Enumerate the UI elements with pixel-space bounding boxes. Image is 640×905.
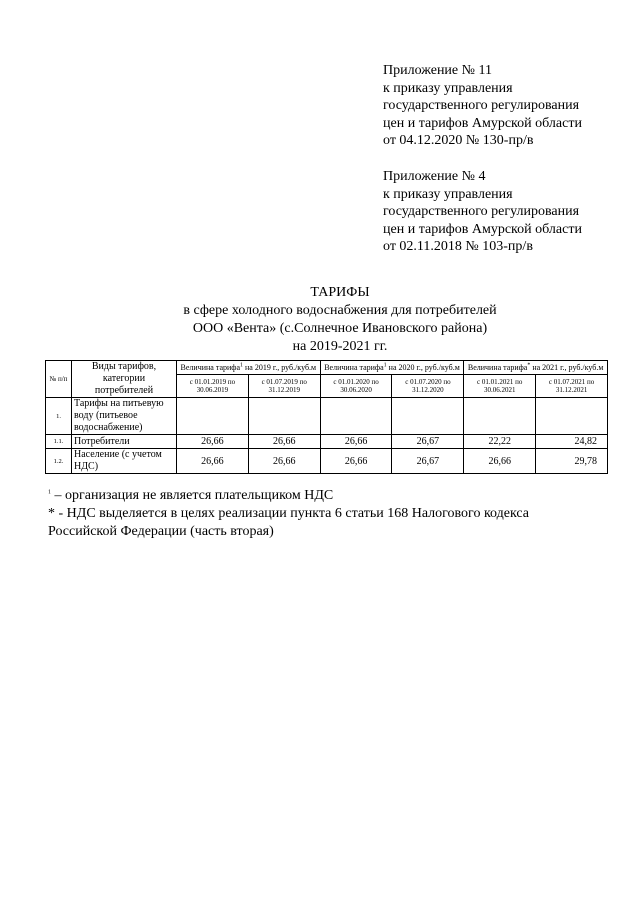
appendix-4-block [383,168,582,256]
title-line: в сфере холодного водоснабжения для потребителей [183,303,497,318]
period-cell: с 01.01.2020 по 30.06.2020 [320,375,392,398]
appendix-11-line: Приложение № 11 [383,63,492,78]
appendix-4-line: к приказу управления [383,186,513,202]
table-row [46,398,608,435]
tariff-table [45,360,608,474]
value-cell: 26,66 [464,449,536,474]
value-cell: 26,66 [177,449,249,474]
appendix-11-block [383,62,582,150]
appendix-11-line: к приказу управления [383,80,513,96]
value-cell: 26,66 [177,435,249,449]
value-cell: 26,67 [392,449,464,474]
value-cell: 26,66 [248,435,320,449]
period-cell: с 01.07.2021 по 31.12.2021 [536,375,608,398]
header-year-2019: Величина тарифа$^1$ на 2019 г., руб./куб.м [177,361,321,375]
appendix-4-line: Приложение № 4 [383,169,486,184]
table-row [46,435,608,449]
value-cell: 24,82 [536,435,608,449]
value-cell: 26,66 [320,449,392,474]
row-num: 1.1. [46,435,72,449]
value-cell [320,398,392,435]
appendix-4-line: цен и тарифов Амурской области [383,221,582,237]
value-cell: 22,22 [464,435,536,449]
row-kind: Население (с учетом НДС) [72,449,177,474]
period-cell: с 01.01.2019 по 30.06.2019 [177,375,249,398]
table-header-row [46,361,608,375]
appendix-4-line: от 02.11.2018 № 103-пр/в [383,239,533,255]
value-cell [464,398,536,435]
appendix-11-line: от 04.12.2020 № 130-пр/в [383,133,534,149]
value-cell [536,398,608,435]
footnote-text: – организация не является плательщиком НДС [51,488,334,503]
row-num: 1. [46,398,72,435]
header-year-2020: Величина тарифа$^1$ на 2020 г., руб./куб.м [320,361,464,375]
value-cell: 26,66 [248,449,320,474]
header-num: № п/п [46,361,72,398]
row-num: 1.2. [46,449,72,474]
value-cell [248,398,320,435]
row-kind: Тарифы на питьевую воду (питьевое водоснабжение) [72,398,177,435]
appendix-11-line: государственного регулирования [383,98,580,114]
appendix-11-line: цен и тарифов Амурской области [383,115,582,131]
appendix-4-line: государственного регулирования [383,204,580,220]
period-cell: с 01.07.2019 по 31.12.2019 [248,375,320,398]
period-cell: с 01.01.2021 по 30.06.2021 [464,375,536,398]
footnote-vat-note-cont: Российской Федерации (часть вторая) [48,524,274,539]
header-kind: Виды тарифов, категории потребителей [72,361,177,398]
value-cell: 29,78 [536,449,608,474]
value-cell [392,398,464,435]
header-year-2021: Величина тарифа* на 2021 г., руб./куб.м [464,361,608,375]
period-cell: с 01.07.2020 по 31.12.2020 [392,375,464,398]
value-cell [177,398,249,435]
value-cell: 26,67 [392,435,464,449]
title-heading: ТАРИФЫ [310,285,370,300]
title-line: ООО «Вента» (с.Солнечное Ивановского района) [192,321,488,336]
footnote-mark: 1 [48,489,51,496]
document-title [0,284,640,356]
title-line: на 2019-2021 гг. [292,339,388,354]
footnote-vat-exempt [48,487,333,504]
row-kind: Потребители [72,435,177,449]
table-row [46,449,608,474]
value-cell: 26,66 [320,435,392,449]
footnote-vat-note: * - НДС выделяется в целях реализации пункта 6 статьи 168 Налогового кодекса [48,506,530,521]
